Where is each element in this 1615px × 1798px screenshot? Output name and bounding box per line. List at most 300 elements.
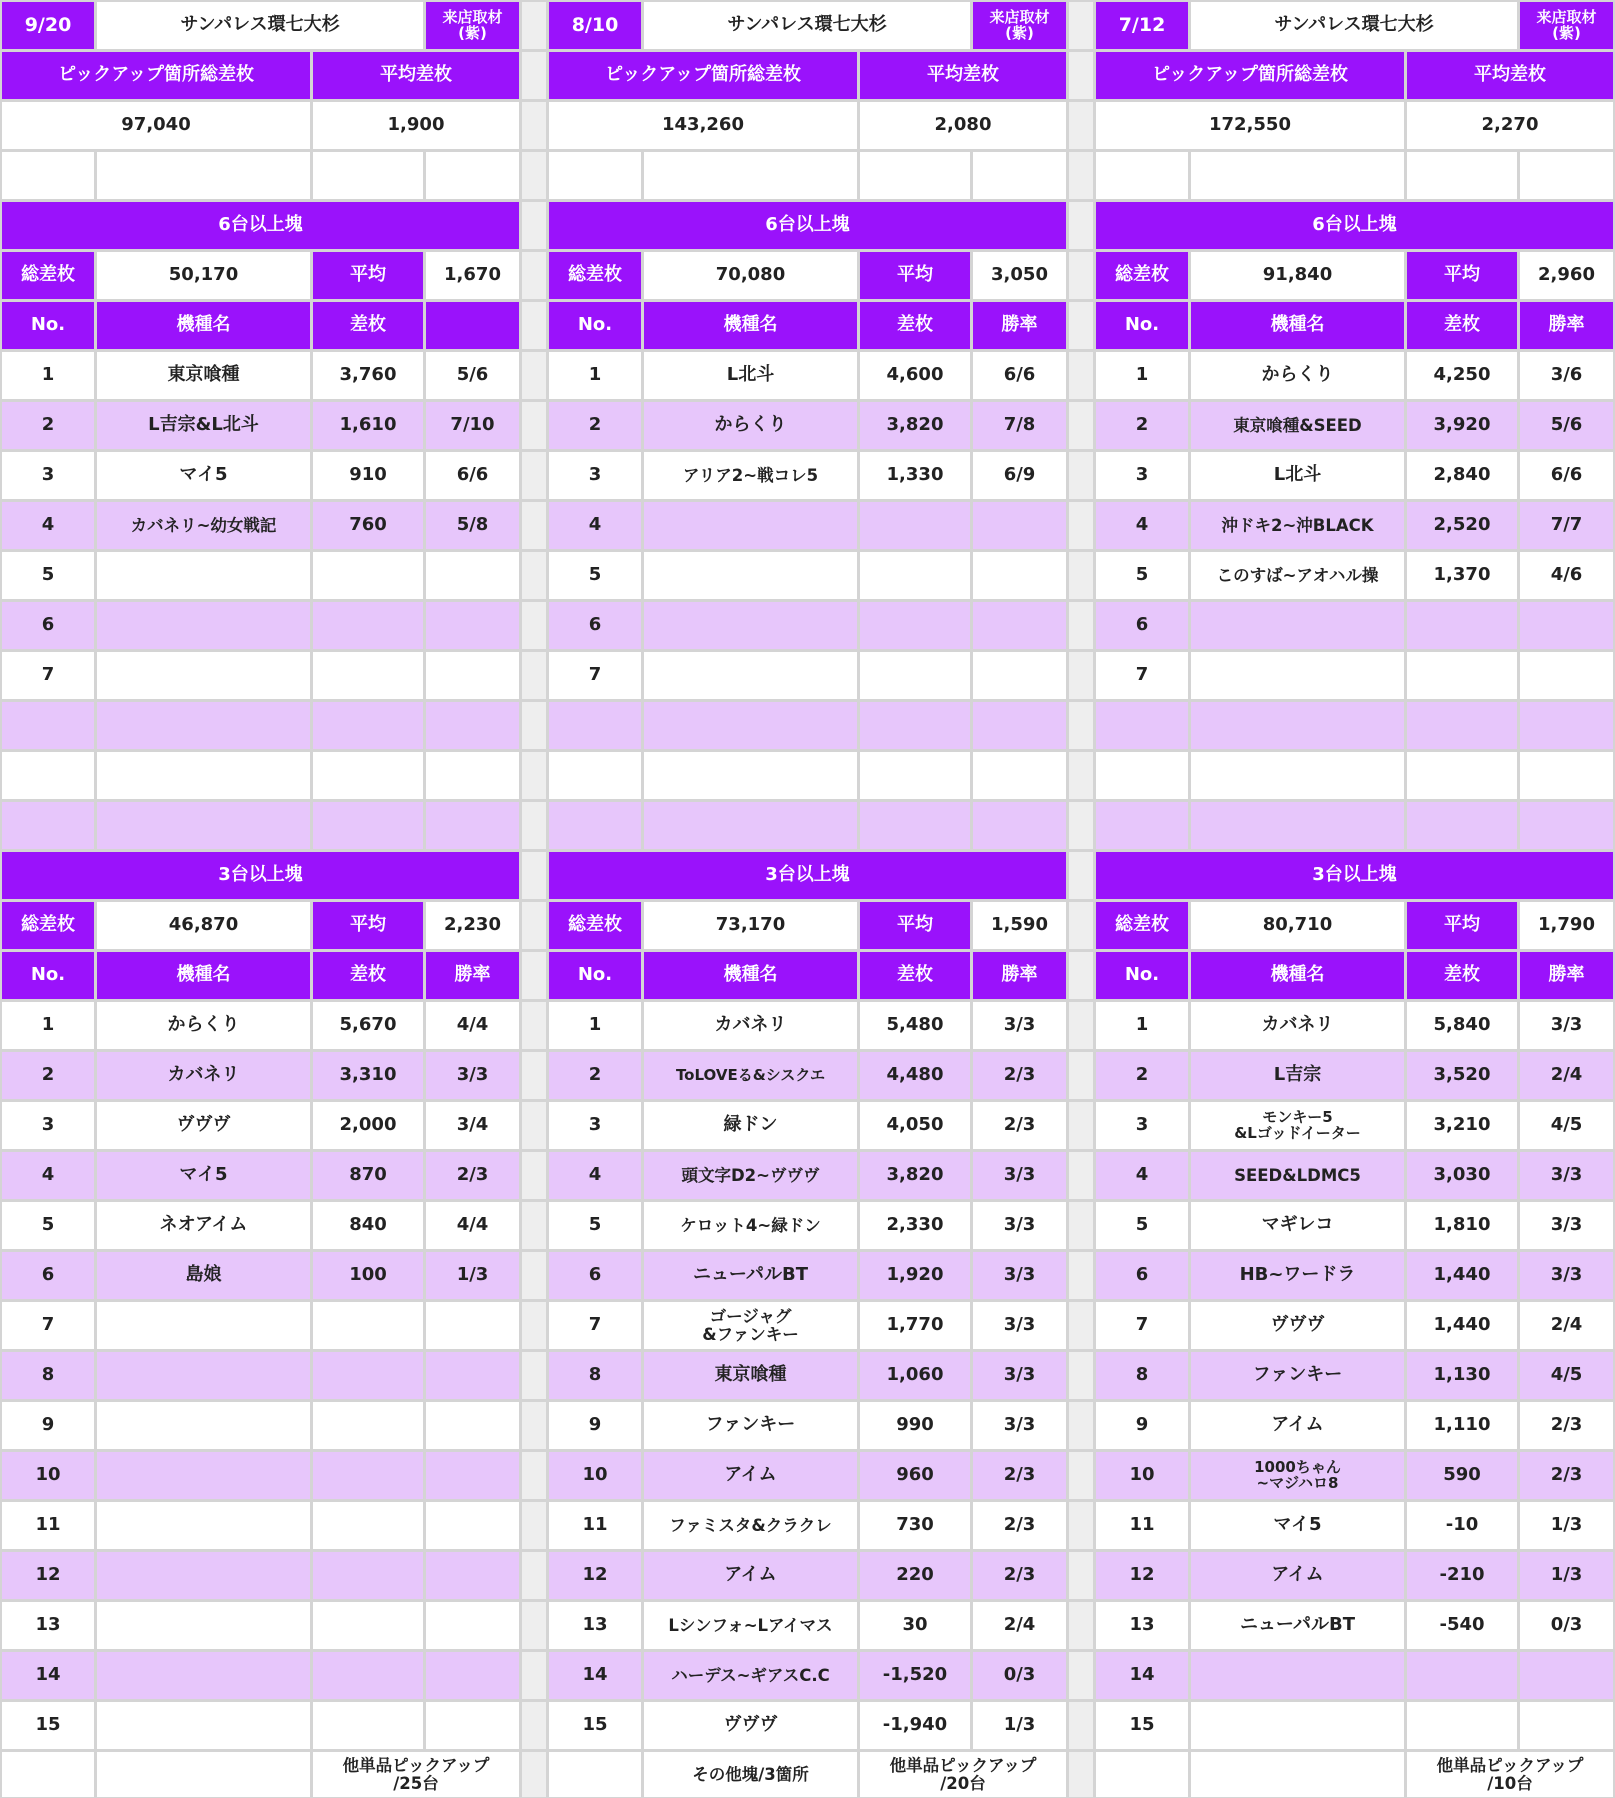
gap-cell bbox=[522, 52, 546, 99]
row-number: 1 bbox=[549, 1002, 641, 1049]
summary-total-value: 172,550 bbox=[1096, 102, 1404, 149]
model-name bbox=[1191, 1652, 1404, 1699]
model-name: マイ5 bbox=[97, 1152, 310, 1199]
col-header-no: No. bbox=[2, 952, 94, 999]
model-name: ケロット4~緑ドン bbox=[644, 1202, 857, 1249]
summary-avg-label: 平均差枚 bbox=[313, 52, 519, 99]
row-number: 4 bbox=[2, 1152, 94, 1199]
diff-value: -540 bbox=[1407, 1602, 1517, 1649]
summary-avg-value: 2,270 bbox=[1407, 102, 1613, 149]
model-name: カバネリ bbox=[644, 1002, 857, 1049]
gap-cell bbox=[522, 1402, 546, 1449]
win-rate: 2/3 bbox=[973, 1102, 1066, 1149]
date-label: 9/20 bbox=[2, 2, 94, 49]
footer-blank bbox=[549, 1752, 641, 1797]
blank-cell bbox=[644, 152, 857, 199]
block-title: 3台以上塊 bbox=[549, 852, 1066, 899]
blank-cell bbox=[1407, 152, 1517, 199]
model-name bbox=[1191, 602, 1404, 649]
blank-cell bbox=[426, 152, 519, 199]
model-name bbox=[1191, 652, 1404, 699]
diff-value bbox=[313, 1402, 423, 1449]
col-header-diff: 差枚 bbox=[860, 952, 970, 999]
block-avg-value: 3,050 bbox=[973, 252, 1066, 299]
win-rate: 2/3 bbox=[973, 1552, 1066, 1599]
row-number: 13 bbox=[1096, 1602, 1188, 1649]
gap-cell bbox=[1069, 1652, 1093, 1699]
row-number: 4 bbox=[1096, 1152, 1188, 1199]
row-number: 7 bbox=[549, 652, 641, 699]
row-number: 4 bbox=[1096, 502, 1188, 549]
diff-value bbox=[860, 502, 970, 549]
win-rate bbox=[973, 802, 1066, 849]
model-name bbox=[97, 1552, 310, 1599]
model-name bbox=[97, 1652, 310, 1699]
model-name: HB~ワードラ bbox=[1191, 1252, 1404, 1299]
row-number: 15 bbox=[2, 1702, 94, 1749]
summary-avg-value: 2,080 bbox=[860, 102, 1066, 149]
gap-cell bbox=[1069, 1102, 1093, 1149]
row-number: 6 bbox=[2, 602, 94, 649]
diff-value: 840 bbox=[313, 1202, 423, 1249]
model-name: アイム bbox=[1191, 1552, 1404, 1599]
gap-cell bbox=[522, 102, 546, 149]
gap-cell bbox=[1069, 502, 1093, 549]
row-number: 8 bbox=[2, 1352, 94, 1399]
model-name bbox=[1191, 802, 1404, 849]
footer-other-blocks bbox=[97, 1752, 310, 1797]
row-number: 12 bbox=[1096, 1552, 1188, 1599]
blank-cell bbox=[97, 152, 310, 199]
gap-cell bbox=[1069, 1702, 1093, 1749]
gap-cell bbox=[1069, 1202, 1093, 1249]
block-total-value: 91,840 bbox=[1191, 252, 1404, 299]
model-name: ニューパルBT bbox=[1191, 1602, 1404, 1649]
win-rate bbox=[426, 1602, 519, 1649]
block-total-label: 総差枚 bbox=[549, 252, 641, 299]
win-rate: 7/8 bbox=[973, 402, 1066, 449]
row-number: 1 bbox=[1096, 1002, 1188, 1049]
win-rate: 4/4 bbox=[426, 1002, 519, 1049]
diff-value bbox=[860, 752, 970, 799]
win-rate bbox=[1520, 752, 1613, 799]
gap-cell bbox=[522, 652, 546, 699]
row-number: 3 bbox=[549, 1102, 641, 1149]
win-rate: 2/3 bbox=[1520, 1452, 1613, 1499]
footer-blank bbox=[1096, 1752, 1188, 1797]
block-avg-label: 平均 bbox=[1407, 902, 1517, 949]
diff-value: 730 bbox=[860, 1502, 970, 1549]
diff-value: 3,520 bbox=[1407, 1052, 1517, 1099]
gap-cell bbox=[1069, 1252, 1093, 1299]
gap-cell bbox=[522, 302, 546, 349]
model-name: マイ5 bbox=[1191, 1502, 1404, 1549]
diff-value bbox=[313, 602, 423, 649]
win-rate bbox=[1520, 1702, 1613, 1749]
blank-cell bbox=[549, 152, 641, 199]
win-rate: 4/5 bbox=[1520, 1352, 1613, 1399]
model-name: モンキー5 &Lゴッドイーター bbox=[1191, 1102, 1404, 1149]
win-rate: 3/3 bbox=[973, 1352, 1066, 1399]
diff-value: 5,480 bbox=[860, 1002, 970, 1049]
row-number: 4 bbox=[2, 502, 94, 549]
gap-cell bbox=[1069, 852, 1093, 899]
win-rate: 4/5 bbox=[1520, 1102, 1613, 1149]
row-number: 2 bbox=[1096, 1052, 1188, 1099]
row-number: 8 bbox=[1096, 1352, 1188, 1399]
row-number: 1 bbox=[2, 1002, 94, 1049]
gap-cell bbox=[522, 802, 546, 849]
col-header-no: No. bbox=[2, 302, 94, 349]
row-number: 13 bbox=[549, 1602, 641, 1649]
win-rate bbox=[973, 702, 1066, 749]
row-number: 2 bbox=[2, 402, 94, 449]
model-name: 東京喰種 bbox=[97, 352, 310, 399]
block-total-value: 80,710 bbox=[1191, 902, 1404, 949]
model-name: 緑ドン bbox=[644, 1102, 857, 1149]
store-name: サンパレス環七大杉 bbox=[97, 2, 423, 49]
row-number: 14 bbox=[549, 1652, 641, 1699]
summary-total-label: ピックアップ箇所総差枚 bbox=[549, 52, 857, 99]
model-name: マイ5 bbox=[97, 452, 310, 499]
diff-value bbox=[1407, 702, 1517, 749]
gap-cell bbox=[522, 152, 546, 199]
model-name: ゴージャグ &ファンキー bbox=[644, 1302, 857, 1349]
blank-cell bbox=[1096, 152, 1188, 199]
win-rate: 2/3 bbox=[973, 1452, 1066, 1499]
row-number bbox=[2, 802, 94, 849]
row-number: 6 bbox=[1096, 602, 1188, 649]
gap-cell bbox=[522, 352, 546, 399]
gap-cell bbox=[1069, 1152, 1093, 1199]
model-name: からくり bbox=[97, 1002, 310, 1049]
block-avg-value: 1,790 bbox=[1520, 902, 1613, 949]
win-rate bbox=[426, 552, 519, 599]
row-number: 9 bbox=[2, 1402, 94, 1449]
win-rate bbox=[1520, 602, 1613, 649]
model-name: マギレコ bbox=[1191, 1202, 1404, 1249]
col-header-model: 機種名 bbox=[644, 952, 857, 999]
row-number bbox=[2, 752, 94, 799]
model-name: 東京喰種&SEED bbox=[1191, 402, 1404, 449]
summary-total-label: ピックアップ箇所総差枚 bbox=[2, 52, 310, 99]
diff-value bbox=[1407, 652, 1517, 699]
row-number: 5 bbox=[1096, 1202, 1188, 1249]
model-name bbox=[97, 802, 310, 849]
diff-value: 910 bbox=[313, 452, 423, 499]
store-name: サンパレス環七大杉 bbox=[1191, 2, 1517, 49]
row-number: 11 bbox=[2, 1502, 94, 1549]
win-rate bbox=[973, 552, 1066, 599]
row-number: 3 bbox=[1096, 452, 1188, 499]
win-rate: 3/3 bbox=[973, 1202, 1066, 1249]
gap-cell bbox=[1069, 602, 1093, 649]
model-name: アイム bbox=[644, 1552, 857, 1599]
row-number: 7 bbox=[1096, 652, 1188, 699]
row-number: 2 bbox=[1096, 402, 1188, 449]
blank-cell bbox=[1191, 152, 1404, 199]
model-name: 沖ドキ2~沖BLACK bbox=[1191, 502, 1404, 549]
diff-value: -210 bbox=[1407, 1552, 1517, 1599]
win-rate bbox=[426, 1702, 519, 1749]
model-name: アイム bbox=[1191, 1402, 1404, 1449]
diff-value: -10 bbox=[1407, 1502, 1517, 1549]
win-rate bbox=[426, 652, 519, 699]
gap-cell bbox=[522, 852, 546, 899]
model-name: L吉宗 bbox=[1191, 1052, 1404, 1099]
diff-value: 1,920 bbox=[860, 1252, 970, 1299]
diff-value: 3,820 bbox=[860, 402, 970, 449]
model-name: Lシンフォ~Lアイマス bbox=[644, 1602, 857, 1649]
block-total-value: 73,170 bbox=[644, 902, 857, 949]
model-name: ハーデス~ギアスC.C bbox=[644, 1652, 857, 1699]
diff-value bbox=[313, 1302, 423, 1349]
col-header-winrate: 勝率 bbox=[426, 952, 519, 999]
model-name bbox=[644, 802, 857, 849]
win-rate: 6/6 bbox=[1520, 452, 1613, 499]
win-rate: 3/3 bbox=[1520, 1152, 1613, 1199]
block-total-label: 総差枚 bbox=[1096, 252, 1188, 299]
gap-cell bbox=[1069, 1752, 1093, 1797]
model-name bbox=[97, 652, 310, 699]
win-rate: 3/3 bbox=[1520, 1002, 1613, 1049]
gap-cell bbox=[522, 1752, 546, 1797]
gap-cell bbox=[1069, 652, 1093, 699]
model-name bbox=[644, 602, 857, 649]
diff-value: 2,840 bbox=[1407, 452, 1517, 499]
block-total-value: 70,080 bbox=[644, 252, 857, 299]
diff-value bbox=[1407, 602, 1517, 649]
win-rate bbox=[973, 652, 1066, 699]
col-header-model: 機種名 bbox=[644, 302, 857, 349]
model-name bbox=[97, 752, 310, 799]
win-rate bbox=[426, 702, 519, 749]
model-name: ファンキー bbox=[644, 1402, 857, 1449]
summary-avg-label: 平均差枚 bbox=[1407, 52, 1613, 99]
win-rate: 3/6 bbox=[1520, 352, 1613, 399]
diff-value: -1,520 bbox=[860, 1652, 970, 1699]
row-number: 3 bbox=[2, 452, 94, 499]
diff-value: 2,520 bbox=[1407, 502, 1517, 549]
gap-cell bbox=[1069, 1552, 1093, 1599]
row-number: 7 bbox=[1096, 1302, 1188, 1349]
win-rate: 6/9 bbox=[973, 452, 1066, 499]
gap-cell bbox=[522, 1202, 546, 1249]
footer-other-blocks bbox=[1191, 1752, 1404, 1797]
summary-avg-label: 平均差枚 bbox=[860, 52, 1066, 99]
row-number: 14 bbox=[1096, 1652, 1188, 1699]
footer-blank bbox=[2, 1752, 94, 1797]
win-rate: 2/3 bbox=[973, 1052, 1066, 1099]
gap-cell bbox=[522, 1152, 546, 1199]
footer-other-blocks: その他塊/3箇所 bbox=[644, 1752, 857, 1797]
model-name bbox=[1191, 752, 1404, 799]
row-number: 3 bbox=[1096, 1102, 1188, 1149]
model-name: カバネリ~幼女戦記 bbox=[97, 502, 310, 549]
win-rate: 3/3 bbox=[426, 1052, 519, 1099]
row-number: 4 bbox=[549, 502, 641, 549]
gap-cell bbox=[522, 1602, 546, 1649]
row-number: 12 bbox=[2, 1552, 94, 1599]
gap-cell bbox=[522, 1452, 546, 1499]
diff-value bbox=[313, 1602, 423, 1649]
model-name: ヴヴヴ bbox=[1191, 1302, 1404, 1349]
diff-value: 1,810 bbox=[1407, 1202, 1517, 1249]
gap-cell bbox=[522, 602, 546, 649]
win-rate bbox=[1520, 652, 1613, 699]
gap-cell bbox=[1069, 952, 1093, 999]
diff-value: 4,250 bbox=[1407, 352, 1517, 399]
win-rate: 1/3 bbox=[1520, 1552, 1613, 1599]
col-header-no: No. bbox=[549, 952, 641, 999]
win-rate: 3/3 bbox=[973, 1252, 1066, 1299]
diff-value: 30 bbox=[860, 1602, 970, 1649]
row-number: 9 bbox=[549, 1402, 641, 1449]
row-number bbox=[2, 702, 94, 749]
row-number: 14 bbox=[2, 1652, 94, 1699]
model-name: 東京喰種 bbox=[644, 1352, 857, 1399]
diff-value bbox=[313, 1552, 423, 1599]
gap-cell bbox=[1069, 702, 1093, 749]
date-label: 8/10 bbox=[549, 2, 641, 49]
gap-cell bbox=[522, 1652, 546, 1699]
win-rate: 1/3 bbox=[426, 1252, 519, 1299]
diff-value bbox=[313, 1702, 423, 1749]
row-number: 3 bbox=[2, 1102, 94, 1149]
model-name bbox=[97, 702, 310, 749]
model-name: ヴヴヴ bbox=[644, 1702, 857, 1749]
diff-value: 760 bbox=[313, 502, 423, 549]
block-avg-label: 平均 bbox=[1407, 252, 1517, 299]
row-number: 6 bbox=[1096, 1252, 1188, 1299]
win-rate bbox=[973, 602, 1066, 649]
win-rate: 7/10 bbox=[426, 402, 519, 449]
row-number: 1 bbox=[549, 352, 641, 399]
win-rate: 4/4 bbox=[426, 1202, 519, 1249]
blank-cell bbox=[973, 152, 1066, 199]
win-rate: 3/3 bbox=[973, 1302, 1066, 1349]
gap-cell bbox=[1069, 152, 1093, 199]
blank-cell bbox=[2, 152, 94, 199]
win-rate bbox=[426, 752, 519, 799]
diff-value: 3,760 bbox=[313, 352, 423, 399]
win-rate: 7/7 bbox=[1520, 502, 1613, 549]
model-name: L北斗 bbox=[644, 352, 857, 399]
block-title: 6台以上塊 bbox=[1096, 202, 1613, 249]
block-total-label: 総差枚 bbox=[2, 902, 94, 949]
diff-value bbox=[313, 652, 423, 699]
gap-cell bbox=[522, 502, 546, 549]
gap-cell bbox=[1069, 752, 1093, 799]
model-name: このすば~アオハル操 bbox=[1191, 552, 1404, 599]
col-header-diff: 差枚 bbox=[1407, 952, 1517, 999]
diff-value: 2,330 bbox=[860, 1202, 970, 1249]
gap-cell bbox=[1069, 1352, 1093, 1399]
row-number: 15 bbox=[549, 1702, 641, 1749]
col-header-winrate: 勝率 bbox=[973, 302, 1066, 349]
col-header-no: No. bbox=[549, 302, 641, 349]
gap-cell bbox=[522, 1702, 546, 1749]
row-number bbox=[1096, 752, 1188, 799]
footer-single-pickup: 他単品ピックアップ /20台 bbox=[860, 1752, 1066, 1797]
gap-cell bbox=[522, 452, 546, 499]
model-name bbox=[644, 702, 857, 749]
model-name: 島娘 bbox=[97, 1252, 310, 1299]
gap-cell bbox=[1069, 352, 1093, 399]
gap-cell bbox=[1069, 902, 1093, 949]
gap-cell bbox=[1069, 1602, 1093, 1649]
row-number: 11 bbox=[1096, 1502, 1188, 1549]
model-name bbox=[97, 1302, 310, 1349]
win-rate: 2/4 bbox=[1520, 1302, 1613, 1349]
win-rate bbox=[426, 602, 519, 649]
model-name: からくり bbox=[1191, 352, 1404, 399]
row-number: 5 bbox=[2, 552, 94, 599]
gap-cell bbox=[522, 752, 546, 799]
win-rate bbox=[1520, 1652, 1613, 1699]
model-name: 1000ちゃん ~マジハロ8 bbox=[1191, 1452, 1404, 1499]
block-avg-label: 平均 bbox=[860, 902, 970, 949]
diff-value: 220 bbox=[860, 1552, 970, 1599]
diff-value bbox=[860, 602, 970, 649]
col-header-diff: 差枚 bbox=[1407, 302, 1517, 349]
model-name bbox=[644, 652, 857, 699]
win-rate: 3/3 bbox=[973, 1402, 1066, 1449]
col-header-winrate: 勝率 bbox=[1520, 952, 1613, 999]
model-name bbox=[97, 1452, 310, 1499]
col-header-model: 機種名 bbox=[97, 952, 310, 999]
row-number bbox=[549, 702, 641, 749]
row-number: 2 bbox=[2, 1052, 94, 1099]
gap-cell bbox=[522, 1302, 546, 1349]
row-number bbox=[1096, 702, 1188, 749]
diff-value: 3,030 bbox=[1407, 1152, 1517, 1199]
diff-value bbox=[860, 802, 970, 849]
gap-cell bbox=[522, 1052, 546, 1099]
win-rate: 2/3 bbox=[973, 1502, 1066, 1549]
gap-cell bbox=[1069, 1302, 1093, 1349]
gap-cell bbox=[522, 202, 546, 249]
model-name bbox=[97, 1702, 310, 1749]
row-number: 9 bbox=[1096, 1402, 1188, 1449]
diff-value: 2,000 bbox=[313, 1102, 423, 1149]
row-number: 6 bbox=[549, 602, 641, 649]
diff-value bbox=[860, 552, 970, 599]
model-name: ファミスタ&クラクレ bbox=[644, 1502, 857, 1549]
model-name bbox=[97, 1352, 310, 1399]
row-number: 5 bbox=[549, 552, 641, 599]
diff-value: 4,480 bbox=[860, 1052, 970, 1099]
gap-cell bbox=[1069, 552, 1093, 599]
diff-value: 1,770 bbox=[860, 1302, 970, 1349]
block-total-value: 50,170 bbox=[97, 252, 310, 299]
summary-total-value: 143,260 bbox=[549, 102, 857, 149]
col-header-model: 機種名 bbox=[97, 302, 310, 349]
gap-cell bbox=[522, 2, 546, 49]
summary-total-label: ピックアップ箇所総差枚 bbox=[1096, 52, 1404, 99]
block-title: 3台以上塊 bbox=[1096, 852, 1613, 899]
diff-value bbox=[313, 752, 423, 799]
model-name bbox=[97, 1602, 310, 1649]
row-number: 6 bbox=[549, 1252, 641, 1299]
row-number: 13 bbox=[2, 1602, 94, 1649]
diff-value: 870 bbox=[313, 1152, 423, 1199]
diff-value bbox=[1407, 752, 1517, 799]
gap-cell bbox=[522, 402, 546, 449]
row-number: 1 bbox=[1096, 352, 1188, 399]
block-avg-value: 2,960 bbox=[1520, 252, 1613, 299]
date-label: 7/12 bbox=[1096, 2, 1188, 49]
